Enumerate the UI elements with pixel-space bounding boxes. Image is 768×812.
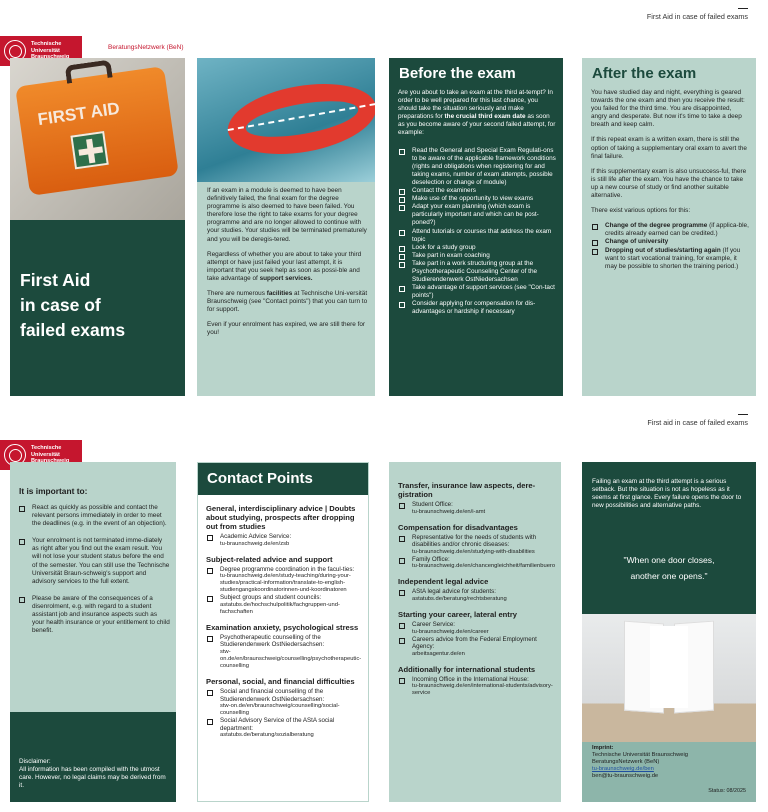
list-item: Subject groups and student councils: astatubs.de/hochschulpolitik/fachgruppen-und-fachschaften [206,594,366,616]
list-item: Student Office: tu-braunschweig.de/en/i-amt [398,501,556,516]
list-item: Contact the examiners [398,187,556,195]
section-heading: Personal, social, and financial difficulties [206,676,355,686]
link[interactable]: astatubs.de/beratung/rechtsberatung [412,595,507,602]
before-exam-panel [389,58,563,396]
before-exam-list [398,147,556,317]
section-heading: Subject-related advice and support [206,554,333,564]
important-title: It is important to: [19,486,88,496]
back-panel [582,462,756,802]
section-heading: Independent legal advice [398,577,489,587]
list-item: Dropping out of studies/starting again (If you want to start vocational training, for example, it may be possible to shorten the training period.) [591,247,749,271]
first-aid-kit-image: FIRST AID [10,58,185,220]
network-label: BeratungsNetzwerk (BeN) [108,44,184,51]
before-exam-intro: Are you about to take an exam at the third at-tempt? In order to be well prepared for this last chance, you should take the situation seriously and make preparations for the crucial third exam date as soon as you become aware of your second failed attempt, for example: [398,89,556,137]
link[interactable]: tu-braunschweig.de/en/studying-with-disabilities [412,548,535,555]
list-item: Look for a study group [398,244,556,252]
link[interactable]: astatubs.de/hochschulpolitik/fachgruppen-und-fachschaften [220,601,340,615]
list-item: Degree programme coordination in the facul-ties: tu-braunschweig.de/en/study-teaching/during-your-studies/practical-information/translate-to-english-studiengangskoordinatorinnen-und-koordinatoren [206,566,366,595]
section-heading: Additionally for international students [398,664,536,674]
list-item: Career Service: tu-braunschweig.de/en/career [398,621,556,636]
list-item: Change of the degree programme (if applica-ble, credits already earned can be credited.) [591,222,749,238]
list-item: React as quickly as possible and contact the relevant persons immediately in order to meet the deadlines (e.g. in the event of an objection). [18,504,170,528]
link[interactable]: tu-braunschweig.de/en/zsb [220,540,290,547]
top-header: First Aid in case of failed exams [647,12,748,21]
list-item: Take part in exam coaching [398,252,556,260]
after-exam-p4: There exist various options for this: [591,207,691,215]
after-exam-p2: If this repeat exam is a written exam, there is still the option of taking a supplementary oral exam to avert the final failure. [591,136,747,160]
back-top [582,462,756,614]
status-date: Status: 08/2025 [708,788,746,794]
list-item: Attend tutorials or courses that address the exam topic [398,228,556,244]
link[interactable]: tu-braunschweig.de/en/international-students/advisory-service [412,683,553,697]
link[interactable]: stw-on.de/en/braunschweig/counselling/social-counselling [220,703,340,717]
list-item: Incoming Office in the International House: tu-braunschweig.de/en/international-students/advisory-service [398,676,556,698]
after-exam-title: After the exam [592,65,697,82]
tu-logo: Technische Universität [0,36,82,66]
list-item: Please be aware of the consequences of a disenrolment, e.g. with regard to a student assistant job and insurance aspects such as your health insurance or your entitlement to child benefit. [18,595,170,635]
list-item: Careers advice from the Federal Employment Agency: arbeitsagentur.de/en [398,636,556,658]
imprint-link[interactable]: tu-braunschweig.de/ben [592,766,654,772]
disclaimer-box: Disclaimer: All information has been compiled with the utmost care. However, no legal claims may be derived from it. [10,712,176,802]
lifebuoy-image [197,58,375,182]
link[interactable]: arbeitsagentur.de/en [412,650,465,657]
back-text: Failing an exam at the third attempt is a serious setback. But the situation is not as hopeless as it seems at first glance. Every failure opens the door to new possibilities and alternative paths. [592,478,742,510]
list-item: Psychotherapeutic counselling of the Studierendenwerk OstNiedersachsen: stw-on.de/en/braunschweig/counselling/psychotherapeutic-counselling [206,634,366,670]
cover-panel [10,58,185,396]
list-item: Make use of the opportunity to view exams [398,195,556,203]
list-item: Take part in a work structuring group at the Psychotherapeutic Counseling Center of the Studierendenwerk OstNiedersachsen [398,260,556,284]
list-item: Read the General and Special Exam Regulati-ons to be aware of the applicable framework conditions (rights and obligations when registering for and taking exams, number of exam attempts, possible deselection or change of module) [398,147,556,187]
list-item: Social and financial counselling of the Studierendenwerk OstNiedersachsen: stw-on.de/en/braunschweig/counselling/social-counselling [206,688,366,717]
link[interactable]: astatubs.de/beratung/sozialberatung [220,732,314,739]
contact-title: Contact Points [207,470,313,487]
more-contacts-panel [389,462,561,802]
bottom-header: First aid in case of failed exams [647,418,748,427]
list-item: Change of university [591,238,749,246]
link[interactable]: tu-braunschweig.de/en/study-teaching/during-your-studies/practical-information/translate-to-english-studiengangskoordinatorinnen-und-koordinatoren [220,573,351,594]
after-exam-p1: You have studied day and night, everything is geared towards the one exam and then you receive the result: you failed for the third time. You are disappointed, angry and desperate. But now it's time to take a deep breath and keep calm. [591,89,745,129]
list-item: Adapt your exam planning (which exam is particularly important and which can be post-poned?) [398,203,556,227]
list-item: Family Office: tu-braunschweig.de/en/chancengleichheit/familienbuero [398,556,556,571]
list-item: Consider applying for compensation for dis-advantages or hardship if necessary [398,300,556,316]
section-heading: Compensation for disadvantages [398,522,518,532]
intro-panel [197,58,375,396]
list-item: Academic Advice Service: tu-braunschweig.de/en/zsb [206,533,366,548]
imprint-box: Imprint: Technische Universität Braunschweig BeratungsNetzwerk (BeN) tu-braunschweig.de/ben ben@tu-braunschweig.de Status: 08/2025 [582,742,756,802]
after-exam-panel [582,58,756,396]
section-heading: Starting your career, lateral entry [398,609,518,619]
list-item: Representative for the needs of students with disabilities and/or chronic diseases: tu-braunschweig.de/en/studying-with-disabilities [398,534,556,556]
link[interactable]: tu-braunschweig.de/en/career [412,628,489,635]
tu-logo-bottom: Technische Universität [0,440,82,470]
section-heading: Transfer, insurance law aspects, dere-gistration [398,481,536,499]
section-heading: General, interdisciplinary advice | Doubts about studying, prospects after dropping out from studies [206,504,356,531]
contact-title-bar [198,463,369,495]
before-exam-title: Before the exam [399,65,516,82]
options-list [591,222,749,271]
after-exam-p3: If this supplementary exam is also unsuccess-ful, there is still life after the exam. You have the chance to take up a new course of study or find another suitable alternative. [591,167,747,200]
list-item: Your enrolment is not terminated imme-diately as right after you find out the exam result. You will not lose your student status before the end of the semester. You can still use the Technische Universität Braun-schweig's support and advisory services to the full extent. [18,537,170,586]
open-doors-image [582,614,756,742]
cover-title: First Aid in case of failed exams [20,270,126,340]
section-heading: Examination anxiety, psychological stress [206,622,359,632]
quote: "When one door closes, another one opens." [623,555,715,581]
important-panel [10,462,176,802]
link[interactable]: stw-on.de/en/braunschweig/counselling/psychotherapeutic-counselling [220,648,362,669]
intro-text: If an exam in a module is deemed to have been definitively failed, the final exam for the degree programme is also deemed to have been failed. You therefore lose the right to take exams for your degree programme and are no longer allowed to continue with your studies. Your studies will be terminated prematurely and you will be deregis-tered. Regardless of whether you are about to take your third attempt or have just failed your last attempt, it is important that you seek help as soon as possi-ble and take advantage of support services. There are numerous facilities at Technische Uni-versität Braunschweig (see "Contact points") that you can turn to for support. Even if your enrolment has expired, we are still there for you! [207,187,368,337]
medical-cross-icon [70,131,108,169]
list-item: Take advantage of support services (see "Con-tact points") [398,284,556,300]
imprint-email[interactable]: ben@tu-braunschweig.de [592,773,659,779]
list-item: Social Advisory Service of the AStA social department: astatubs.de/beratung/sozialberatung [206,717,366,739]
contact-points-panel [197,462,369,802]
important-list [18,504,170,635]
link[interactable]: tu-braunschweig.de/en/chancengleichheit/familienbuero [412,563,556,570]
link[interactable]: tu-braunschweig.de/en/i-amt [412,508,486,515]
list-item: AStA legal advice for students: astatubs.de/beratung/rechtsberatung [398,588,556,603]
